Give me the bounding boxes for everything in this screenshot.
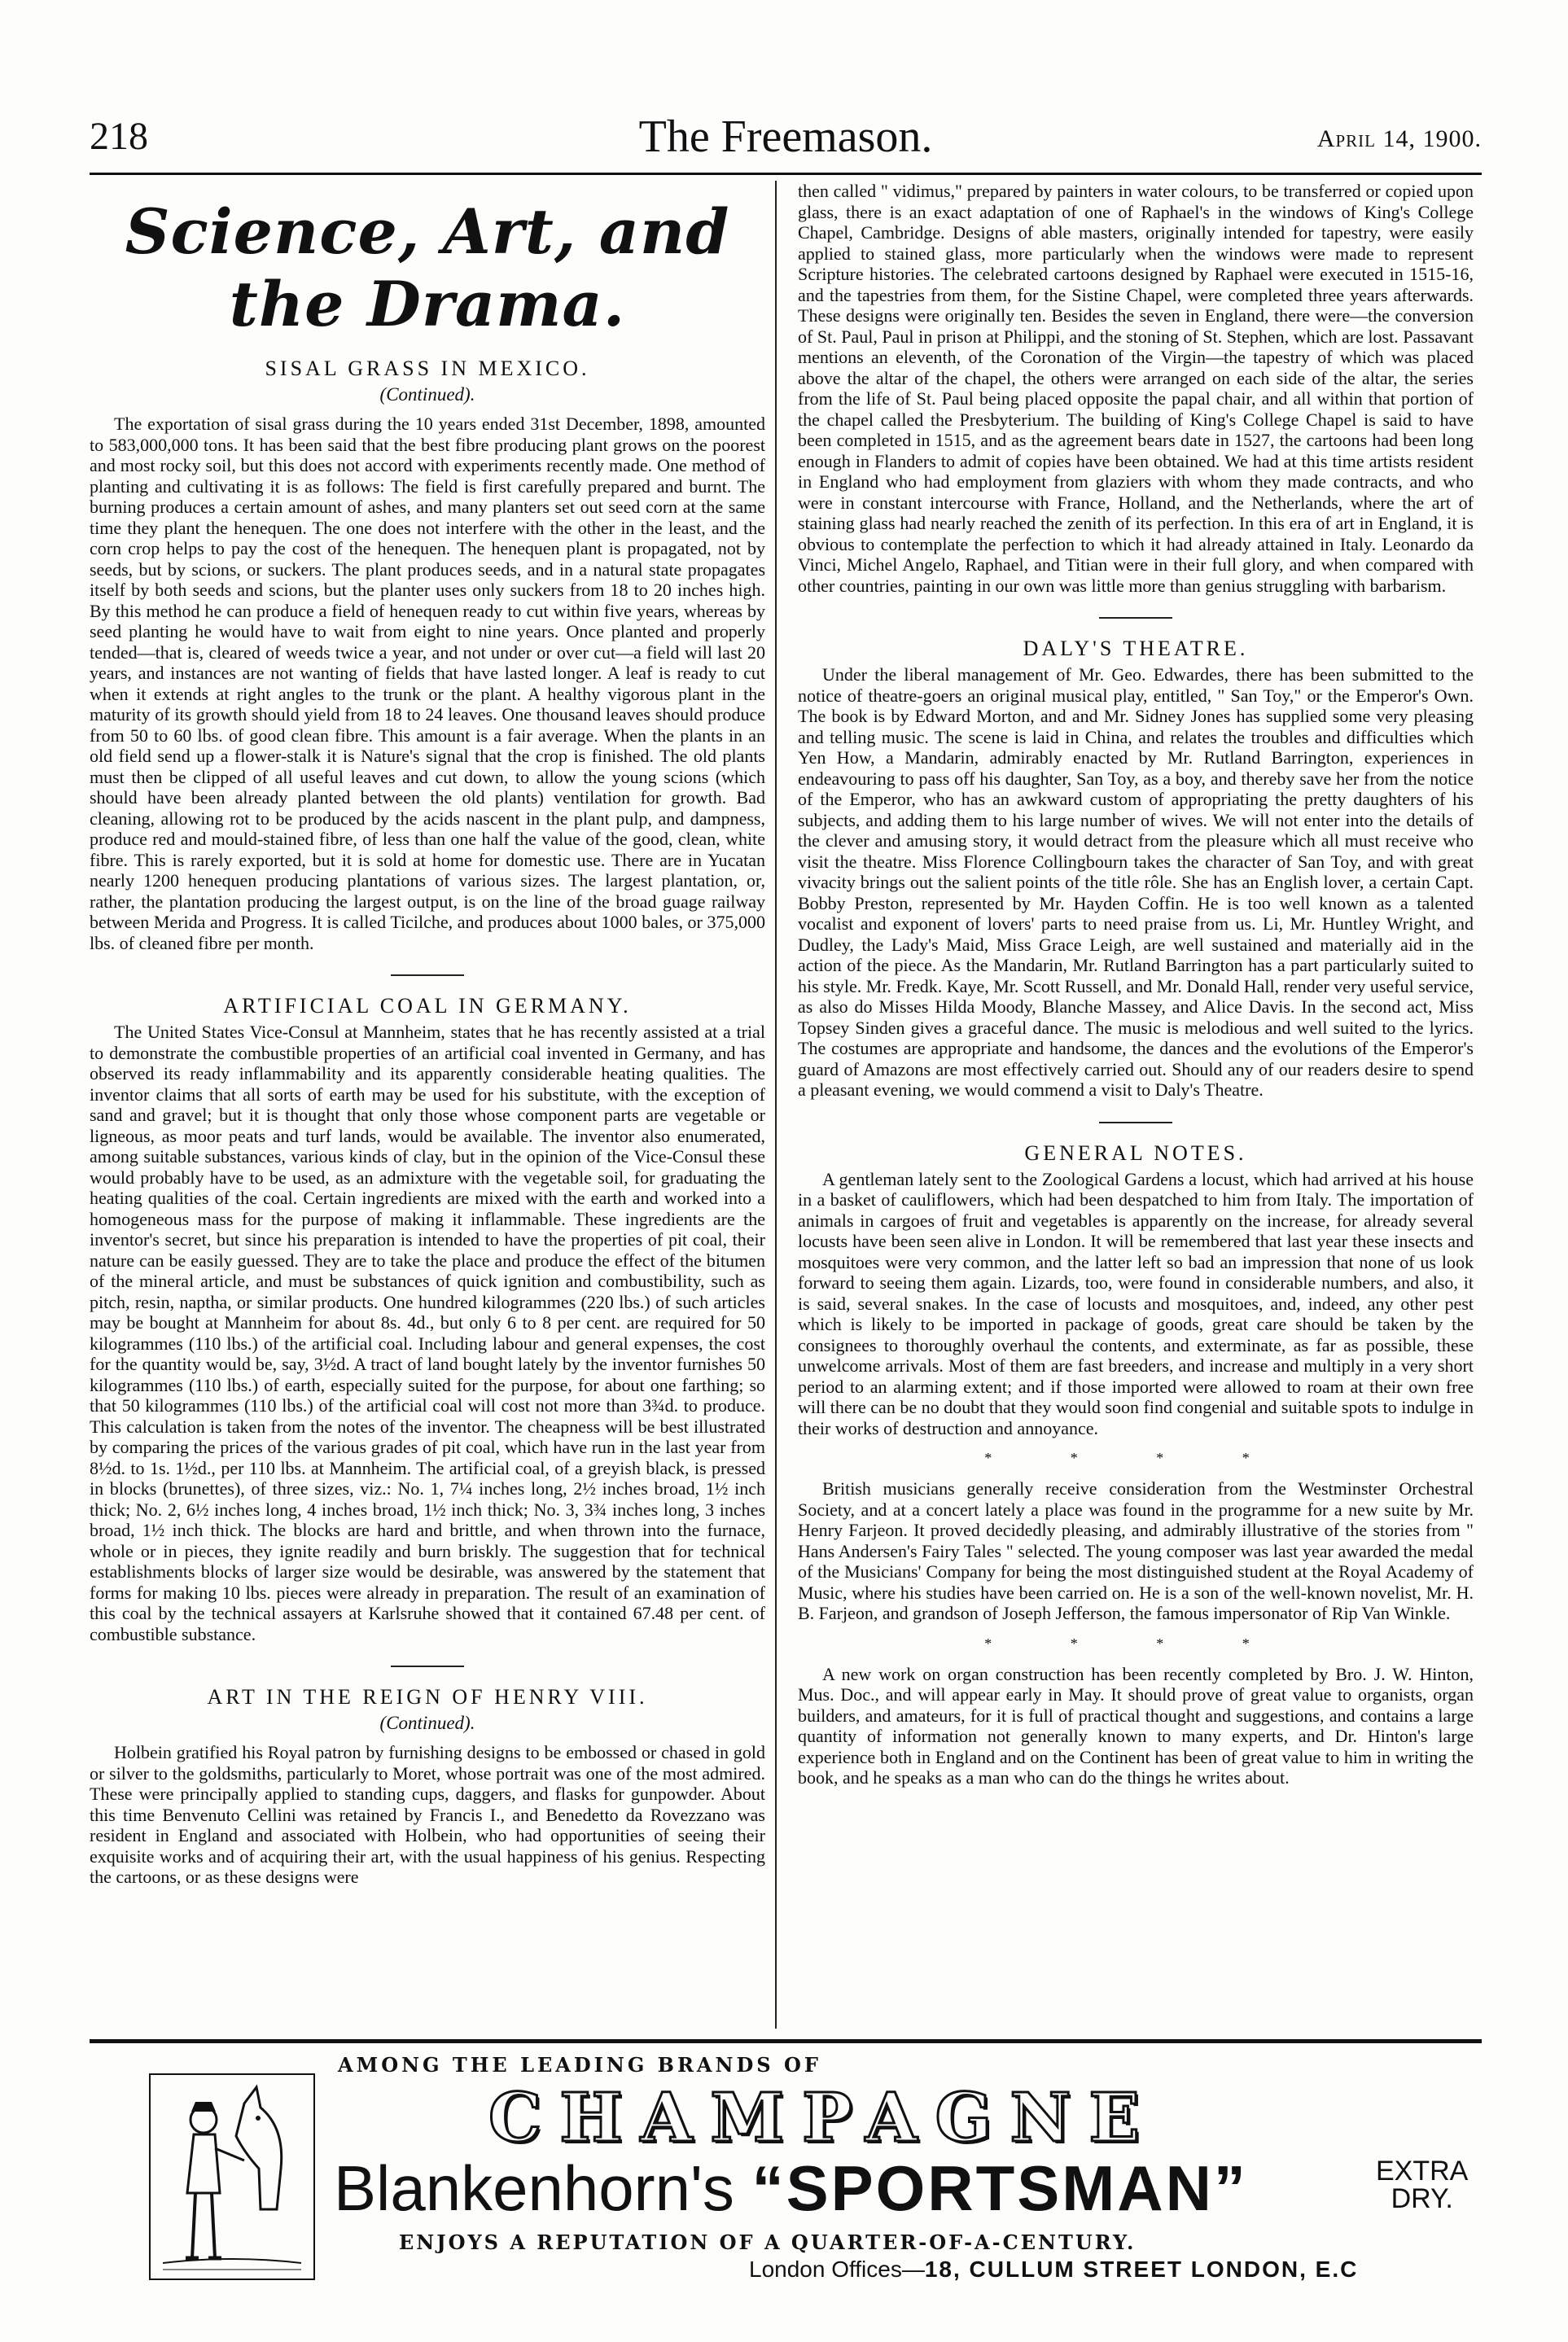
ad-office-label: London Offices— bbox=[749, 2257, 925, 2282]
ad-brand-line bbox=[334, 2152, 1248, 2226]
separator-rule bbox=[391, 974, 464, 976]
section-heading: Science, Art, and the Drama. bbox=[125, 195, 730, 340]
ad-office-address bbox=[749, 2257, 1358, 2283]
page-number: 218 bbox=[90, 115, 148, 158]
asterism-divider: * * * * bbox=[984, 1450, 1287, 1466]
left-column bbox=[90, 189, 765, 2033]
ad-champagne-heading: CHAMPAGNE bbox=[488, 2079, 1158, 2157]
continued-note: (Continued). bbox=[379, 1713, 475, 1733]
separator-rule bbox=[1099, 1122, 1172, 1123]
article-title-notes: GENERAL NOTES. bbox=[1024, 1140, 1247, 1165]
ad-brand-product: “SPORTSMAN” bbox=[751, 2152, 1248, 2224]
article-paragraph-continued: then called " vidimus," prepared by painters in water colours, to be transferred or copied upon glass, there is an exact adaptation of one of Raphael's in the windows of King's College Chapel, Cambridge. Designs of able masters, originally intended for tapestry, were easily applied to stained glass, more particularly when the windows were made to represent Scripture histories. The celebrated cartoons designed by Raphael were executed in 1515-16, and the tapestries from them, for the Sistine Chapel, were completed three years afterwards. These designs were originally ten. Besides the seven in England, there were—the conversion of St. Paul, Paul in prison at Philippi, and the stoning of St. Stephen, which are lost. Passavant mentions an eleventh, of the Coronation of the Virgin—the tapestry of which was placed above the altar of the chapel, the others were arranged on each side of the altar, the series from the life of St. Paul being placed opposite the papal chair, and all within that portion of the chapel called the Presbyterium. The building of King's College Chapel is said to have been completed in 1515, and as the agreement bears date in 1527, the cartoons had been long enough in Flanders to admit of copies have been obtained. We had at this time artists resident in England who had employment from glaziers with whom they made contracts, and who were in constant intercourse with France, Holland, and the Netherlands, where the art of staining glass had nearly reached the zenith of its perfection. In this era of art in England, it is obvious to contemplate the perfection to which it had already attained in Italy. Leonardo da Vinci, Michel Angelo, Raphael, and Titian were in their full glory, and when compared with other countries, painting in our own was little more than genius struggling with barbarism. bbox=[798, 181, 1474, 596]
ad-extra-dry bbox=[1376, 2157, 1468, 2213]
article-title-daly: DALY'S THEATRE. bbox=[1023, 637, 1249, 660]
ad-dry-label: DRY. bbox=[1391, 2183, 1453, 2214]
column-divider bbox=[775, 181, 777, 2029]
article-title-coal: ARTIFICIAL COAL IN GERMANY. bbox=[223, 994, 632, 1018]
champagne-advertisement bbox=[130, 2050, 1482, 2294]
article-paragraph: The exportation of sisal grass during the 10 years ended 31st December, 1898, amounted to 583,000,000 tons. It has been said that the best fibre producing plant grows on the poorest and most rocky soil, but this does not accord with experiments recently made. One method of planting and cultivating it is as follows: The field is first carefully prepared and burnt. The burning produces a certain amount of ashes, and many planters set out seed corn at the same time they plant the henequen. The one does not interfere with the other in the least, and the corn crop helps to pay the cost of the henequen. The henequen plant is propagated, not by seeds, but by scions, or suckers. The plant produces seeds, and in a natural state propagates itself by both seeds and scions, but the planter uses only suckers from 18 to 20 inches high. By this method he can produce a field of henequen ready to cut within five years, whereas by seed planting he would have to wait from eight to nine years. Once planted and properly tended—that is, cleared of weeds twice a year, and not under or over cut—a field will last 20 years, and instances are not wanting of fields that have lasted longer. A leaf is ready to cut when it extends at right angles to the trunk or the plant. A healthy vigorous plant in the maturity of its growth should yield from 18 to 24 leaves. One thousand leaves should produce from 50 to 60 lbs. of good clean fibre. This amount is a fair average. When the plants in an old field send up a flower-stalk it is Nature's signal that the crop is finished. The old plants must then be clipped of all useful leaves and cut down, to allow the young scions (which should have been already planted between the old plants) ventilation for growth. Bad cleaning, allowing rot to be produced by the acids nascent in the plant pulp, and dampness, produce red and mould-stained fibre, of less than one half the value of the good, clean, white fibre. This is rarely exported, but it is sold at home for domestic use. There are in Yucatan nearly 1200 henequen producing plantations of various sizes. The largest plantation, or, rather, the plantation producing the largest output, is on the line of the broad guage railway between Merida and Progress. It is called Ticilche, and produces about 1000 bales, or 375,000 lbs. of cleaned fibre per month. bbox=[90, 414, 765, 953]
article-title-sisal: SISAL GRASS IN MEXICO. bbox=[265, 357, 590, 380]
ad-brand-name: Blankenhorn's bbox=[334, 2152, 734, 2224]
ad-office-street: 18, CULLUM STREET LONDON, E.C bbox=[924, 2257, 1359, 2282]
ad-extra-label: EXTRA bbox=[1376, 2156, 1469, 2187]
article-paragraph: Holbein gratified his Royal patron by furnishing designs to be embossed or chased in gold or silver to the goldsmiths, particularly to Moret, whose portrait was one of the most admired. These were principally applied to standing cups, daggers, and flasks for gunpowder. About this time Benvenuto Cellini was retained by Francis I., and Benedetto da Rovezzano was resident in England and associated with Holbein, who had opportunities of seeing their exquisite works and of acquiring their art, with the usual happiness of his genius. Respecting the cartoons, or as these designs were bbox=[90, 1742, 765, 1887]
article-paragraph: A gentleman lately sent to the Zoological Gardens a locust, which had arrived at his house in a basket of cauliflowers, which had been despatched to him from Italy. The importation of animals in cargoes of fruit and vegetables is apparently on the increase, for already several locusts have been seen alive in London. It will be remembered that last year these insects and mosquitoes were very common, and the latter left so bad an impression that none of us look forward to seeing them again. Lizards, too, were found in considerable numbers, and also, it is said, several snakes. In the case of locusts and mosquitoes, and, indeed, any other pest which is likely to be imported in package of goods, great care should be taken by the consignees to thoroughly overhaul the contents, and exterminate, as far as possible, these unwelcome arrivals. Most of them are fast breeders, and increase and multiply in a very short period to an alarming extent; and if those imported were allowed to roam at their own free will there can be no doubt that they would soon find congenial and suitable spots to indulge in their works of destruction and annoyance. bbox=[798, 1168, 1474, 1438]
separator-rule bbox=[1099, 617, 1172, 619]
separator-rule bbox=[391, 1666, 464, 1667]
article-paragraph: The United States Vice-Consul at Mannheim, states that he has recently assisted at a trial to demonstrate the combustible properties of an artificial coal invented in Germany, and has observed its ready inflammability and its apparently considerable heating qualities. The inventor claims that all sorts of earth may be used for his substitute, with the exception of sand and gravel; but it is thought that only those whose component parts are vegetable or ligneous, as moor peats and turf lands, would be available. The inventor also enumerated, among suitable substances, various kinds of clay, but in the opinion of the Vice-Consul these would probably have to be used, as an admixture with the vegetable soil, for graduating the heating qualities of the coal. Certain ingredients are mixed with the earth and worked into a homogeneous mass for the purpose of making it inflammable. These ingredients are the inventor's secret, but since his preparation is intended to have the properties of pit coal, their nature can be easily guessed. They are to take the place and produce the effect of the bitumen of the mineral article, and must be substances of quick ignition and combustibility, such as pitch, resin, naptha, or similar products. One hundred kilogrammes (220 lbs.) of such articles may be bought at Mannheim for about 8s. 4d., but only 6 to 8 per cent. are required for 50 kilogrammes (110 lbs.) of the artificial coal. Including labour and general expenses, the cost for the quantity would be, say, 3½d. A tract of land bought lately by the inventor furnishes 50 kilogrammes (110 lbs.) of earth, especially suited for the purpose, for about one farthing; so that 50 kilogrammes (110 lbs.) of the artificial coal will cost not more than 3¾d. to produce. This calculation is taken from the notes of the inventor. The cheapness will be best illustrated by comparing the prices of the various grades of pit coal, which have run in the last year from 8½d. to 1s. 1½d., per 110 lbs. at Mannheim. The artificial coal, of a greyish black, is pressed in blocks (brunettes), of three sizes, viz.: No. 1, 7¼ inches long, 2½ inches broad, 1½ inch thick; No. 2, 6½ inches long, 4 inches broad, 1½ inch thick; No. 3, 3¾ inches long, 3 inches broad, 1½ inch thick. The blocks are hard and brittle, and when thrown into the furnace, whole or in pieces, they ignite readily and burn briskly. The suggestion that for technical establishments blocks of larger size would be desirable, was answered by the statement that forms for making 10 lbs. pieces were already in preparation. The result of an examination of this coal by the technical assayers at Karlsruhe showed that it contained 67.48 per cent. of combustible substance. bbox=[90, 1022, 765, 1644]
masthead-rule bbox=[90, 173, 1482, 175]
ad-tagline: AMONG THE LEADING BRANDS OF bbox=[338, 2053, 821, 2077]
advertisement-rule bbox=[90, 2039, 1482, 2043]
issue-date: April 14, 1900. bbox=[1316, 125, 1482, 152]
publication-title: The Freemason. bbox=[638, 112, 933, 162]
masthead bbox=[90, 114, 1482, 163]
article-paragraph: British musicians generally receive consideration from the Westminster Orchestral Society, and at a concert lately a place was found in the programme for a new suite by Mr. Henry Farjeon. It proved decidedly pleasing, and admirably illustrative of the stories from " Hans Andersen's Fairy Tales " selected. The young composer was last year awarded the medal of the Musicians' Company for being the most distinguished student at the Royal Academy of Music, where his studies have been carried on. He is a son of the well-known novelist, Mr. H. B. Farjeon, and grandson of Joseph Jefferson, the famous impersonator of Rip Van Winkle. bbox=[798, 1478, 1474, 1623]
article-paragraph: A new work on organ construction has been recently completed by Bro. J. W. Hinton, Mus. Doc., and will appear early in May. It should prove of great value to organists, organ builders, and amateurs, for it is full of practical thought and suggestions, and contains a large quantity of information not generally known to many experts, and Dr. Hinton's large experience both in England and on the Continent has been of great value to him in writing the book, and he speaks as a man who can do the things he writes about. bbox=[798, 1663, 1474, 1788]
sportsman-illustration bbox=[147, 2071, 318, 2283]
asterism-divider: * * * * bbox=[984, 1635, 1287, 1652]
article-title-henry: ART IN THE REIGN OF HENRY VIII. bbox=[207, 1685, 648, 1709]
right-column bbox=[798, 181, 1474, 2033]
continued-note: (Continued). bbox=[379, 384, 475, 405]
ad-reputation: ENJOYS A REPUTATION OF A QUARTER-OF-A-CENTURY. bbox=[399, 2230, 1137, 2254]
article-paragraph: Under the liberal management of Mr. Geo. Edwardes, there has been submitted to the notice of theatre-goers an original musical play, entitled, " San Toy," or the Emperor's Own. The book is by Edward Morton, and and Mr. Sidney Jones has supplied some very pleasing and telling music. The scene is laid in China, and relates the troubles and difficulties which Yen How, a Mandarin, admirably enacted by Mr. Rutland Barrington, experiences in endeavouring to pass off his daughter, San Toy, as a boy, and thereby save her from the notice of the Emperor, who has an awkward custom of appropriating the pretty daughters of his subjects, and adding them to his large number of wives. We will not enter into the details of the clever and amusing story, it would detract from the pleasure which all must receive who visit the theatre. Miss Florence Collingbourn takes the character of San Toy, and with great vivacity brings out the salient points of the title rôle. She has an English lover, a certain Capt. Bobby Preston, represented by Mr. Hayden Coffin. He is too well known as a talented vocalist and exponent of lovers' parts to need praise from us. Li, Mr. Huntley Wright, and Dudley, the Lady's Maid, Miss Grace Leigh, are well sustained and materially aid in the action of the piece. As the Mandarin, Mr. Rutland Barrington has a part particularly suited to his style. Mr. Fredk. Kaye, Mr. Scott Russell, and Mr. Donald Hall, render very useful service, as also do Misses Hilda Moody, Blanche Massey, and Alice Davis. In the second act, Miss Topsey Sinden gives a graceful dance. The music is melodious and well suited to the lyrics. The costumes are appropriate and handsome, the dances and the evolutions of the Emperor's guard of Amazons are most effectively carried out. Should any of our readers desire to spend a pleasant evening, we would commend a visit to Daly's Theatre. bbox=[798, 664, 1474, 1100]
